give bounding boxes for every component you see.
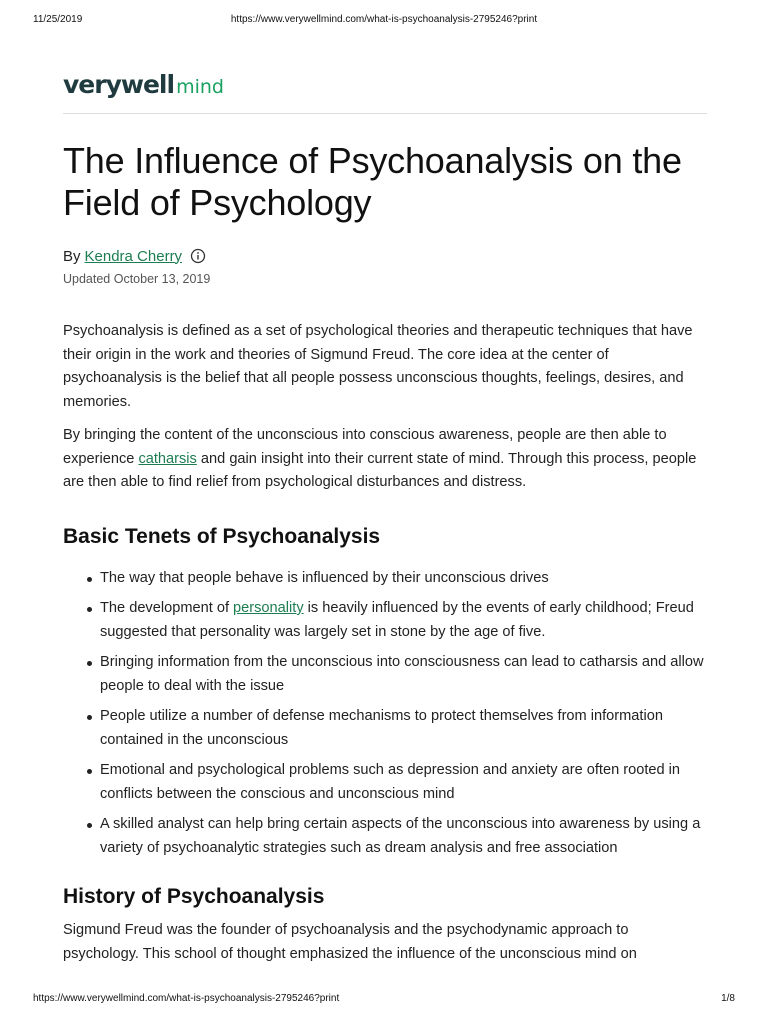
history-paragraph: Sigmund Freud was the founder of psychoanalysis and the psychodynamic approach to psychology. This school of thought emphasized the influence of the unconscious mind on <box>63 922 637 962</box>
page-number: 1/8 <box>721 993 735 1004</box>
print-header <box>0 14 768 28</box>
p2-text-before: By bringing the content of the unconscious into conscious awareness, people are then able to experience <box>63 427 667 467</box>
p2-text-after: and gain insight into their current state of mind. Through this process, people are then able to find relief from psychological disturbances and distress. <box>63 450 697 490</box>
footer-url: https://www.verywellmind.com/what-is-psychoanalysis-2795246?print <box>33 993 340 1004</box>
list-item: A skilled analyst can help bring certain aspects of the unconscious into awareness by using a variety of psychoanalytic strategies such as dream analysis and free association <box>63 813 707 860</box>
updated-date: Updated October 13, 2019 <box>63 272 211 286</box>
list-item: The way that people behave is influenced by their unconscious drives <box>63 567 707 591</box>
print-date: 11/25/2019 <box>33 14 83 25</box>
by-label: By <box>63 247 81 265</box>
list-item: Bringing information from the unconscious into consciousness can lead to catharsis and allow people to deal with the issue <box>63 651 707 698</box>
intro-paragraph: Psychoanalysis is defined as a set of psychological theories and therapeutic techniques that have their origin in the work and theories of Sigmund Freud. The core idea at the center of psychoanalysis is the belief that all people possess unconscious thoughts, feelings, desires, and memories. <box>63 323 693 410</box>
info-icon[interactable] <box>190 248 206 264</box>
print-footer <box>0 993 768 1007</box>
catharsis-link[interactable]: catharsis <box>138 450 197 467</box>
print-url: https://www.verywellmind.com/what-is-psychoanalysis-2795246?print <box>230 14 538 25</box>
site-logo[interactable] <box>63 70 707 106</box>
logo-main-text: verywell <box>63 70 175 99</box>
tenet-text-before: The development of <box>100 600 234 616</box>
author-link[interactable]: Kendra Cherry <box>84 247 183 265</box>
list-item <box>63 597 707 644</box>
list-item: Emotional and psychological problems such as depression and anxiety are often rooted in conflicts between the conscious and unconscious mind <box>63 759 707 806</box>
list-item: People utilize a number of defense mechanisms to protect themselves from information contained in the unconscious <box>63 705 707 752</box>
tenets-list <box>63 567 707 861</box>
logo-sub-text: mind <box>176 76 224 98</box>
article-title: The Influence of Psychoanalysis on the Field of Psychology <box>63 140 682 223</box>
byline <box>63 246 707 266</box>
history-heading: History of Psychoanalysis <box>63 885 325 908</box>
catharsis-paragraph <box>63 424 707 495</box>
tenet-text-after: is heavily influenced by the events of early childhood; Freud suggested that personality was largely set in stone by the age of five. <box>100 600 694 640</box>
header-divider <box>63 113 707 114</box>
tenets-heading: Basic Tenets of Psychoanalysis <box>63 524 381 548</box>
article-content <box>63 70 707 966</box>
personality-link[interactable]: personality <box>233 600 304 616</box>
